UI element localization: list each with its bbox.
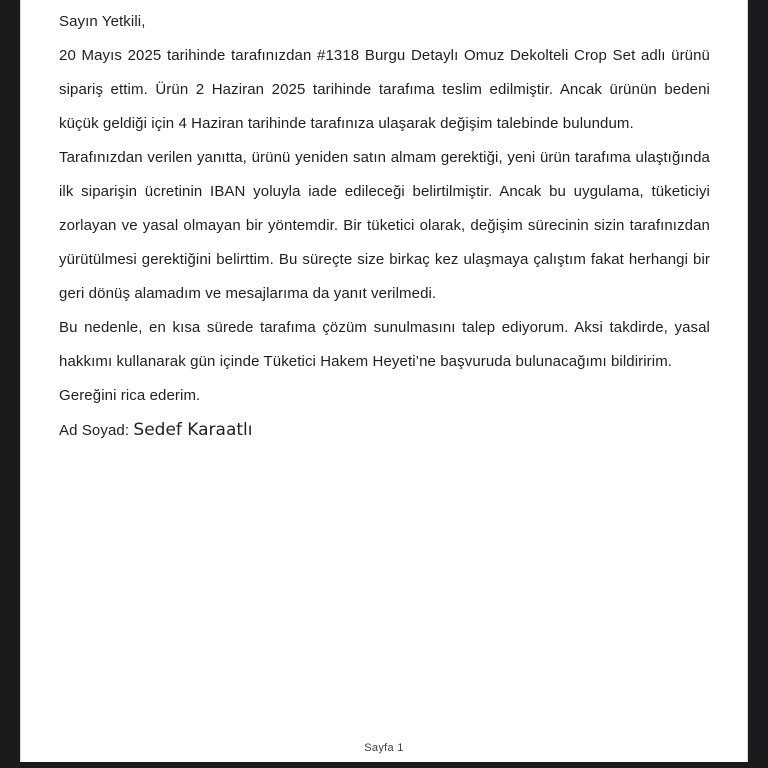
paragraph-demand: Bu nedenle, en kısa sürede tarafıma çözüm sunulmasını talep ediyorum. Aksi takdirde, yasal hakkımı kullanarak gün içinde Tüketici Hakem Heyeti’ne başvuruda bulunacağımı bildiririm. bbox=[59, 319, 710, 370]
salutation: Sayın Yetkili, bbox=[59, 13, 146, 30]
closing-line: Gereğini rica ederim. bbox=[59, 387, 201, 404]
signature-name: Sedef Karaatlı bbox=[133, 420, 253, 440]
left-black-bar bbox=[0, 0, 20, 768]
paragraph-complaint: Tarafınızdan verilen yanıtta, ürünü yeniden satın almam gerektiği, yeni ürün tarafıma ulaştığında ilk siparişin ücretinin IBAN yoluyla iade edileceği belirtilmiştir. Ancak bu uygulama, tüketiciyi zorlayan ve yasal olmayan bir yöntemdir. Bir tüketici olarak, değişim sürecinin sizin tarafınızdan yürütülmesi gerektiğini belirttim. Bu süreçte size birkaç kez ulaşmaya çalıştım fakat herhangi bir geri dönüş alamadım ve mesajlarıma da yanıt verilmedi. bbox=[59, 149, 710, 302]
letter-body bbox=[20, 0, 748, 448]
signature-line bbox=[59, 413, 710, 448]
page-number-footer: Sayfa 1 bbox=[364, 742, 404, 754]
bottom-black-bar bbox=[0, 762, 768, 768]
document-page bbox=[20, 0, 748, 762]
signature-label: Ad Soyad: bbox=[59, 422, 130, 439]
paragraph-order-details: 20 Mayıs 2025 tarihinde tarafınızdan #1318 Burgu Detaylı Omuz Dekolteli Crop Set adlı ürünü sipariş ettim. Ürün 2 Haziran 2025 tarihinde tarafıma teslim edilmiştir. Ancak ürünün bedeni küçük geldiği için 4 Haziran tarihinde tarafınıza ulaşarak değişim talebinde bulundum. bbox=[59, 47, 710, 132]
right-black-bar bbox=[748, 0, 768, 768]
